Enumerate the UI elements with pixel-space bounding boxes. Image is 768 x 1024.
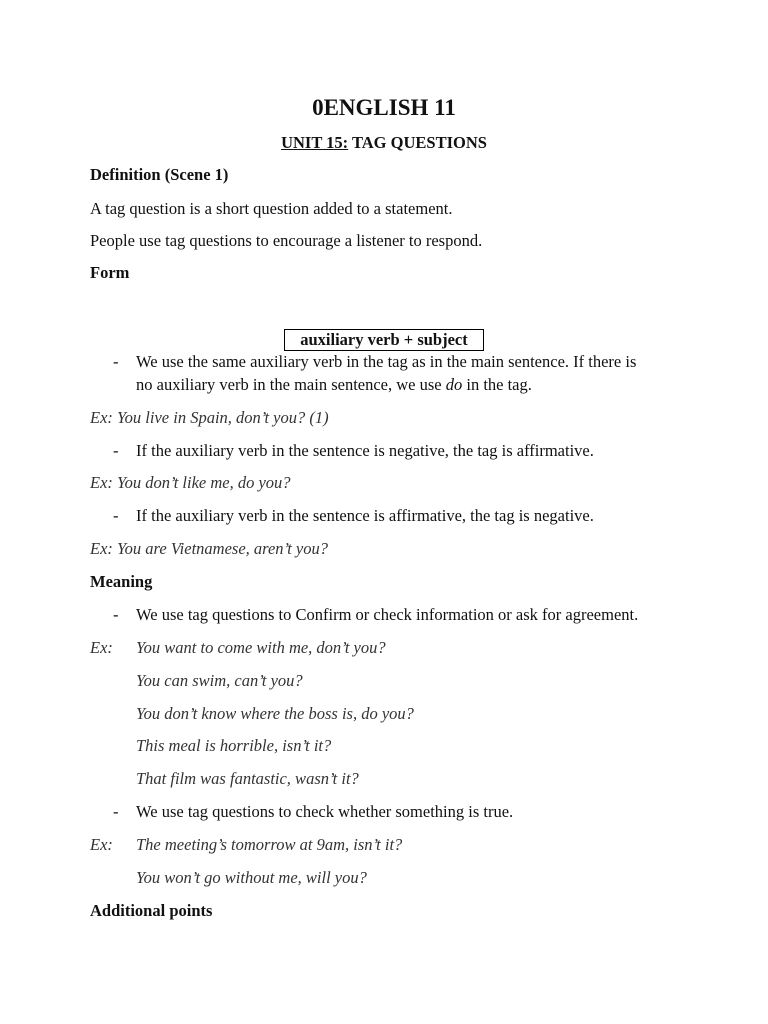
meaning-heading: Meaning — [90, 572, 153, 591]
meaning-example: You don’t know where the boss is, do you? — [136, 704, 414, 723]
example-label: Ex: — [90, 835, 113, 854]
formula-box: auxiliary verb + subject — [284, 329, 484, 351]
unit-title — [0, 132, 768, 154]
form-bullet-1-line-2 — [136, 374, 532, 396]
document-title: 0ENGLISH 11 — [312, 95, 456, 120]
bullet-dash: - — [113, 802, 119, 821]
form-bullet-1-line-1: We use the same auxiliary verb in the tag as in the main sentence. If there is — [136, 352, 637, 371]
meaning-example: You won’t go without me, will you? — [136, 868, 367, 887]
additional-points-heading: Additional points — [90, 901, 213, 920]
bullet-dash: - — [113, 441, 119, 460]
bullet-dash: - — [113, 605, 119, 624]
bullet-dash: - — [113, 506, 119, 525]
bullet-dash: - — [113, 352, 119, 371]
definition-heading: Definition (Scene 1) — [90, 165, 229, 184]
form-bullet-2: If the auxiliary verb in the sentence is negative, the tag is affirmative. — [136, 441, 594, 460]
form-bullet-1-emphasis: do — [445, 375, 463, 394]
meaning-bullet-2: We use tag questions to check whether something is true. — [136, 802, 514, 821]
meaning-example: The meeting’s tomorrow at 9am, isn’t it? — [136, 835, 403, 854]
example-3: Ex: You are Vietnamese, aren’t you? — [90, 539, 328, 558]
definition-line-1: A tag question is a short question added to a statement. — [90, 199, 453, 218]
example-1: Ex: You live in Spain, don’t you? (1) — [90, 408, 329, 427]
form-bullet-1-pre: no auxiliary verb in the main sentence, we use — [136, 375, 446, 394]
unit-label: UNIT 15: — [281, 133, 349, 152]
unit-name: TAG QUESTIONS — [348, 133, 487, 152]
meaning-example: You want to come with me, don’t you? — [136, 638, 386, 657]
example-label: Ex: — [90, 638, 113, 657]
meaning-bullet-1: We use tag questions to Confirm or check information or ask for agreement. — [136, 605, 639, 624]
form-heading: Form — [90, 263, 130, 282]
meaning-example: This meal is horrible, isn’t it? — [136, 736, 332, 755]
example-2: Ex: You don’t like me, do you? — [90, 473, 291, 492]
form-bullet-3: If the auxiliary verb in the sentence is affirmative, the tag is negative. — [136, 506, 594, 525]
meaning-example: You can swim, can’t you? — [136, 671, 303, 690]
form-bullet-1-post: in the tag. — [462, 375, 532, 394]
definition-line-2: People use tag questions to encourage a listener to respond. — [90, 231, 483, 250]
meaning-example: That film was fantastic, wasn’t it? — [136, 769, 359, 788]
